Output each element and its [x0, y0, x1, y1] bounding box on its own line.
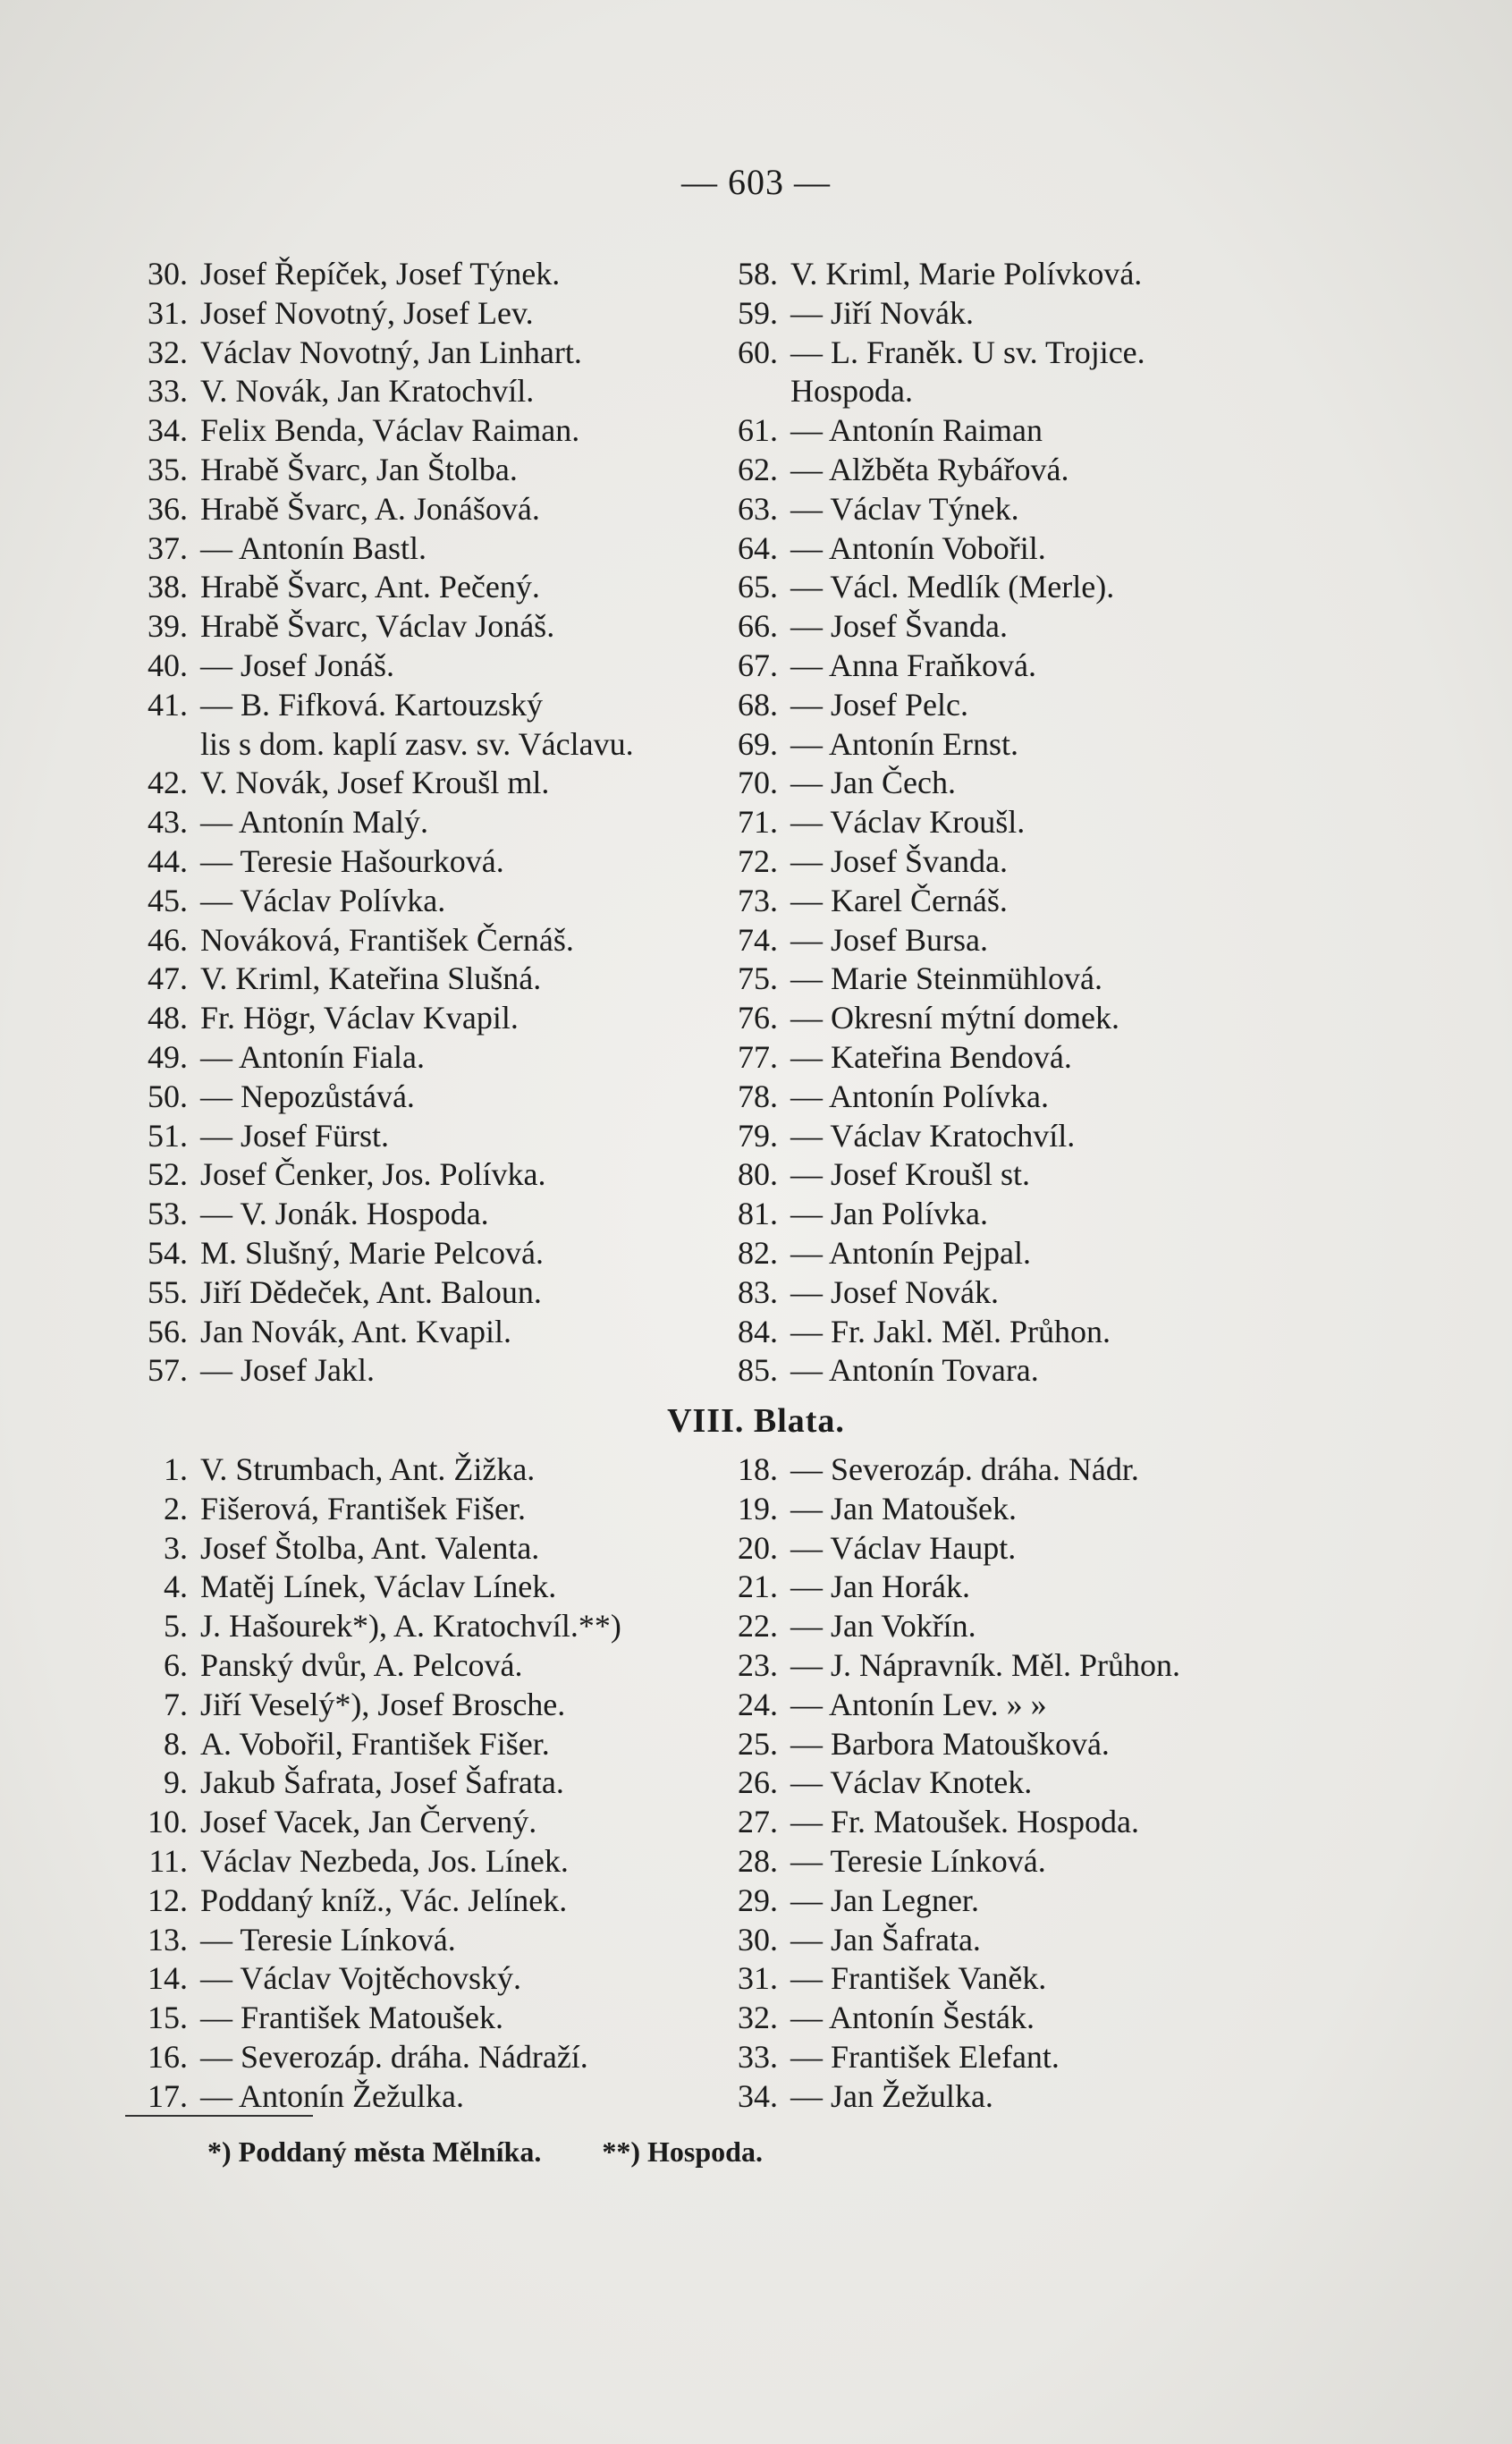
list-item: [125, 1450, 621, 1490]
list-item: [125, 1999, 621, 2038]
list-item-text: Hrabě Švarc, A. Jonášová.: [200, 490, 540, 527]
list-item-text: Josef Čenker, Jos. Polívka.: [200, 1156, 546, 1193]
list-item-text: Hospoda.: [790, 373, 913, 410]
list-item-text: — František Matoušek.: [200, 2000, 503, 2036]
list-item-text: — Václav Kratochvíl.: [790, 1117, 1076, 1154]
list-item-text: — Kateřina Bendová.: [790, 1038, 1072, 1075]
list-item-text: — František Elefant.: [790, 2038, 1060, 2075]
list-item-number: 39.: [148, 608, 188, 645]
list-item-number: 8.: [164, 1725, 188, 1762]
list-item-number: 45.: [148, 882, 188, 918]
list-item-number: 31.: [148, 294, 188, 331]
list-item: [125, 1842, 621, 1882]
list-item-number: 81.: [738, 1196, 778, 1232]
list-item-text: Jiří Dědeček, Ant. Baloun.: [200, 1273, 542, 1310]
list-item: [125, 1234, 634, 1273]
list-item: [125, 1921, 621, 1960]
list-item: [715, 1273, 1145, 1313]
list-item: [125, 255, 634, 294]
list-item-number: 52.: [148, 1156, 188, 1193]
list-item-text: — Antonín Malý.: [200, 804, 429, 841]
list-item-text: — Severozáp. dráha. Nádr.: [790, 1451, 1139, 1487]
list-item-number: 64.: [738, 529, 778, 566]
list-item-number: 53.: [148, 1196, 188, 1232]
list-item-number: 2.: [164, 1490, 188, 1526]
list-item: [715, 1686, 1180, 1725]
list-item-number: 15.: [148, 2000, 188, 2036]
list-item: [715, 882, 1145, 921]
list-item-text: — Josef Pelc.: [790, 686, 968, 723]
list-item-number: 25.: [738, 1725, 778, 1762]
list-item-text: — Jan Legner.: [790, 1882, 979, 1918]
list-item-text: — Severozáp. dráha. Nádraží.: [200, 2038, 588, 2075]
list-item: [715, 1351, 1145, 1391]
list-item-text: Fr. Högr, Václav Kvapil.: [200, 1000, 519, 1036]
list-item-text: — L. Franěk. U sv. Trojice.: [790, 334, 1145, 370]
list-item: [125, 411, 634, 451]
list-item-text: — Antonín Tovara.: [790, 1352, 1039, 1389]
list-item: [125, 334, 634, 373]
list-item-number: 35.: [148, 451, 188, 487]
list-item-number: 12.: [148, 1882, 188, 1918]
list-item-text: — Antonín Ernst.: [790, 725, 1019, 762]
list-item-text: — Nepozůstává.: [200, 1078, 415, 1114]
footnote-divider: [125, 2115, 313, 2117]
list-item: [715, 764, 1145, 803]
list-item: [715, 1450, 1180, 1490]
list-item-number: 37.: [148, 529, 188, 566]
list-item: [715, 1921, 1180, 1960]
list-item-number: 72.: [738, 842, 778, 879]
list-item-number: 30.: [148, 256, 188, 292]
list-item-text: — Josef Jonáš.: [200, 647, 394, 683]
list-item-text: V. Kriml, Kateřina Slušná.: [200, 960, 542, 997]
list-item: [125, 725, 634, 765]
list-item: [715, 607, 1145, 647]
list-item: [715, 294, 1145, 334]
list-item-number: 47.: [148, 960, 188, 997]
list-item: [125, 372, 634, 411]
list-item: [715, 1195, 1145, 1234]
list-item-number: 58.: [738, 256, 778, 292]
list-item-number: 74.: [738, 921, 778, 958]
list-item: [715, 334, 1145, 373]
list-item-number: 11.: [148, 1842, 188, 1879]
list-item: [715, 803, 1145, 842]
list-item: [715, 1646, 1180, 1686]
list-item-text: Václav Nezbeda, Jos. Línek.: [200, 1842, 569, 1879]
list-item-number: 13.: [148, 1921, 188, 1958]
list-item-text: Fišerová, František Fišer.: [200, 1490, 526, 1526]
list-item-text: — V. Jonák. Hospoda.: [200, 1196, 489, 1232]
list-item: [715, 1490, 1180, 1529]
list-item-text: lis s dom. kaplí zasv. sv. Václavu.: [200, 725, 634, 762]
list-item: [715, 1038, 1145, 1078]
list-item-text: Hrabě Švarc, Jan Štolba.: [200, 451, 518, 487]
list-item: [715, 372, 1145, 411]
list-item-number: 83.: [738, 1273, 778, 1310]
list-item-number: 17.: [148, 2077, 188, 2114]
list-item: [715, 1803, 1180, 1842]
list-item-number: 6.: [164, 1646, 188, 1683]
list-item-text: — Josef Fürst.: [200, 1117, 390, 1154]
list-item: [125, 960, 634, 999]
list-item-text: — Josef Švanda.: [790, 608, 1008, 645]
list-item-text: — Teresie Línková.: [790, 1842, 1046, 1879]
list-item-number: 38.: [148, 569, 188, 605]
list-item: [125, 2038, 621, 2077]
list-item: [125, 568, 634, 607]
list-item: [715, 529, 1145, 569]
list-item: [715, 1999, 1180, 2038]
list-item: [125, 490, 634, 529]
list-item: [715, 686, 1145, 725]
list-item: [715, 1529, 1180, 1569]
list-item-number: 70.: [738, 765, 778, 801]
list-item-number: 23.: [738, 1646, 778, 1683]
list-item-number: 32.: [148, 334, 188, 370]
list-item-number: 57.: [148, 1352, 188, 1389]
list-item: [125, 294, 634, 334]
list-item-number: 55.: [148, 1273, 188, 1310]
list-item-text: Josef Štolba, Ant. Valenta.: [200, 1529, 540, 1566]
list-item-text: — Josef Novák.: [790, 1273, 999, 1310]
list-item: [125, 1313, 634, 1352]
list-item-text: — Josef Kroušl st.: [790, 1156, 1030, 1193]
footnote-1: *) Poddaný města Mělníka.: [207, 2135, 542, 2168]
list-item: [125, 1529, 621, 1569]
list-item-text: Hrabě Švarc, Ant. Pečený.: [200, 569, 540, 605]
section1-left-column: [125, 255, 634, 1391]
list-item: [715, 1155, 1145, 1195]
list-item-text: — J. Nápravník. Měl. Průhon.: [790, 1646, 1180, 1683]
list-item-text: — Jiří Novák.: [790, 294, 974, 331]
list-item: [715, 1078, 1145, 1117]
list-item: [125, 882, 634, 921]
list-item: [715, 1234, 1145, 1273]
list-item: [125, 1490, 621, 1529]
list-item-number: 75.: [738, 960, 778, 997]
list-item: [715, 1763, 1180, 1803]
list-item-number: 4.: [164, 1569, 188, 1605]
list-item-number: 84.: [738, 1313, 778, 1349]
list-item-text: Jan Novák, Ant. Kvapil.: [200, 1313, 511, 1349]
list-item-text: — Antonín Vobořil.: [790, 529, 1046, 566]
list-item-text: — Václav Vojtěchovský.: [200, 1960, 521, 1997]
list-item-text: Nováková, František Černáš.: [200, 921, 574, 958]
list-item: [715, 411, 1145, 451]
list-item-text: — Václav Polívka.: [200, 882, 446, 918]
list-item-text: — Teresie Hašourková.: [200, 842, 504, 879]
list-item: [125, 2077, 621, 2117]
list-item-text: — Václav Knotek.: [790, 1764, 1033, 1801]
list-item-text: — Jan Horák.: [790, 1569, 970, 1605]
list-item: [125, 1117, 634, 1156]
list-item-text: A. Vobořil, František Fišer.: [200, 1725, 550, 1762]
list-item: [715, 568, 1145, 607]
list-item: [125, 1195, 634, 1234]
list-item: [125, 1038, 634, 1078]
list-item: [715, 999, 1145, 1038]
list-item-text: — Antonín Žežulka.: [200, 2077, 464, 2114]
list-item-number: 18.: [738, 1451, 778, 1487]
section-title: VIII. Blata.: [667, 1402, 845, 1440]
list-item-number: 33.: [148, 373, 188, 410]
list-item-number: 67.: [738, 647, 778, 683]
list-item: [715, 1882, 1180, 1921]
list-item-number: 54.: [148, 1234, 188, 1271]
list-item: [125, 1686, 621, 1725]
list-item: [715, 2038, 1180, 2077]
list-item-text: Felix Benda, Václav Raiman.: [200, 412, 580, 449]
list-item-number: 41.: [148, 686, 188, 723]
list-item: [125, 1351, 634, 1391]
list-item-text: — Antonín Pejpal.: [790, 1234, 1031, 1271]
list-item: [715, 1842, 1180, 1882]
section2-right-column: [715, 1450, 1180, 2117]
list-item-number: 62.: [738, 451, 778, 487]
list-item-number: 33.: [738, 2038, 778, 2075]
list-item-text: — Antonín Šesták.: [790, 2000, 1035, 2036]
list-item-text: — Jan Matoušek.: [790, 1490, 1017, 1526]
list-item-number: 71.: [738, 804, 778, 841]
list-item-text: V. Kriml, Marie Polívková.: [790, 256, 1143, 292]
list-item-text: — Josef Jakl.: [200, 1352, 375, 1389]
list-item-text: — B. Fifková. Kartouzský: [200, 686, 543, 723]
list-item: [125, 1959, 621, 1999]
list-item-number: 34.: [148, 412, 188, 449]
list-item-number: 36.: [148, 490, 188, 527]
list-item-text: V. Novák, Josef Kroušl ml.: [200, 765, 550, 801]
page-number: — 603 —: [681, 162, 831, 202]
list-item-number: 5.: [164, 1608, 188, 1645]
list-item: [715, 255, 1145, 294]
list-item-number: 63.: [738, 490, 778, 527]
list-item: [715, 960, 1145, 999]
list-item-text: J. Hašourek*), A. Kratochvíl.**): [200, 1608, 621, 1645]
list-item: [125, 1078, 634, 1117]
list-item: [125, 1273, 634, 1313]
list-item-number: 40.: [148, 647, 188, 683]
list-item-number: 20.: [738, 1529, 778, 1566]
list-item-number: 21.: [738, 1569, 778, 1605]
list-item: [715, 2077, 1180, 2117]
list-item-number: 79.: [738, 1117, 778, 1154]
list-item: [715, 1959, 1180, 1999]
list-item: [715, 725, 1145, 765]
list-item-text: Matěj Línek, Václav Línek.: [200, 1569, 557, 1605]
list-item-text: — Karel Černáš.: [790, 882, 1008, 918]
list-item-text: — Alžběta Rybářová.: [790, 451, 1069, 487]
list-item-text: — Jan Polívka.: [790, 1196, 988, 1232]
list-item: [715, 1117, 1145, 1156]
list-item-text: — Jan Čech.: [790, 765, 956, 801]
list-item-number: 78.: [738, 1078, 778, 1114]
list-item-number: 1.: [164, 1451, 188, 1487]
list-item-text: — Barbora Matoušková.: [790, 1725, 1110, 1762]
list-item: [125, 842, 634, 882]
list-item-text: — Anna Fraňková.: [790, 647, 1036, 683]
list-item-number: 73.: [738, 882, 778, 918]
list-item-number: 82.: [738, 1234, 778, 1271]
list-item: [715, 1313, 1145, 1352]
list-item: [125, 1725, 621, 1764]
list-item-number: 3.: [164, 1529, 188, 1566]
list-item-text: — Jan Žežulka.: [790, 2077, 993, 2114]
list-item-text: — Antonín Bastl.: [200, 529, 427, 566]
list-item: [715, 490, 1145, 529]
list-item: [125, 686, 634, 725]
list-item-number: 10.: [148, 1804, 188, 1840]
list-item-text: — Václ. Medlík (Merle).: [790, 569, 1115, 605]
list-item-number: 14.: [148, 1960, 188, 1997]
list-item-number: 34.: [738, 2077, 778, 2114]
list-item-text: — Fr. Matoušek. Hospoda.: [790, 1804, 1139, 1840]
list-item-number: 80.: [738, 1156, 778, 1193]
list-item-number: [715, 372, 778, 411]
list-item-number: 66.: [738, 608, 778, 645]
list-item-number: 65.: [738, 569, 778, 605]
list-item-text: Panský dvůr, A. Pelcová.: [200, 1646, 523, 1683]
list-item: [125, 999, 634, 1038]
list-item-number: 28.: [738, 1842, 778, 1879]
list-item-text: — Antonín Lev. » »: [790, 1686, 1047, 1722]
list-item: [125, 764, 634, 803]
list-item: [125, 529, 634, 569]
list-item-number: 56.: [148, 1313, 188, 1349]
list-item-text: Hrabě Švarc, Václav Jonáš.: [200, 608, 555, 645]
list-item-number: 7.: [164, 1686, 188, 1722]
list-item-number: 42.: [148, 765, 188, 801]
list-item-number: 68.: [738, 686, 778, 723]
list-item: [715, 1725, 1180, 1764]
list-item-number: 30.: [738, 1921, 778, 1958]
list-item: [715, 1568, 1180, 1607]
list-item-text: — Antonín Fiala.: [200, 1038, 425, 1075]
section1-right-column: [715, 255, 1145, 1391]
list-item-text: V. Novák, Jan Kratochvíl.: [200, 373, 535, 410]
list-item-number: 44.: [148, 842, 188, 879]
list-item: [125, 803, 634, 842]
list-item: [125, 607, 634, 647]
list-item-number: 19.: [738, 1490, 778, 1526]
list-item-number: 59.: [738, 294, 778, 331]
list-item-number: 61.: [738, 412, 778, 449]
list-item-number: 29.: [738, 1882, 778, 1918]
list-item-text: Josef Vacek, Jan Červený.: [200, 1804, 537, 1840]
list-item-number: 24.: [738, 1686, 778, 1722]
list-item-text: — Jan Šafrata.: [790, 1921, 981, 1958]
list-item: [715, 842, 1145, 882]
list-item-text: — Josef Bursa.: [790, 921, 988, 958]
list-item-text: — Jan Vokřín.: [790, 1608, 976, 1645]
list-item-number: 51.: [148, 1117, 188, 1154]
section2-left-column: [125, 1450, 621, 2117]
list-item-number: 69.: [738, 725, 778, 762]
list-item-text: V. Strumbach, Ant. Žižka.: [200, 1451, 536, 1487]
list-item: [125, 1646, 621, 1686]
list-item-number: 49.: [148, 1038, 188, 1075]
list-item-text: Jakub Šafrata, Josef Šafrata.: [200, 1764, 564, 1801]
list-item-text: — Fr. Jakl. Měl. Průhon.: [790, 1313, 1111, 1349]
list-item-text: — Josef Švanda.: [790, 842, 1008, 879]
list-item: [125, 1607, 621, 1646]
list-item-number: [125, 725, 188, 765]
list-item: [715, 647, 1145, 686]
list-item-text: Josef Řepíček, Josef Týnek.: [200, 256, 561, 292]
list-item-number: 48.: [148, 1000, 188, 1036]
list-item-text: Josef Novotný, Josef Lev.: [200, 294, 534, 331]
list-item: [125, 921, 634, 960]
list-item-text: M. Slušný, Marie Pelcová.: [200, 1234, 544, 1271]
list-item-text: Poddaný kníž., Vác. Jelínek.: [200, 1882, 568, 1918]
list-item-text: — Václav Týnek.: [790, 490, 1019, 527]
list-item: [125, 1155, 634, 1195]
list-item-number: 76.: [738, 1000, 778, 1036]
list-item-number: 27.: [738, 1804, 778, 1840]
footnote-2: **) Hospoda.: [602, 2135, 763, 2168]
list-item: [125, 1763, 621, 1803]
list-item-number: 60.: [738, 334, 778, 370]
list-item-text: — Václav Kroušl.: [790, 804, 1026, 841]
list-item-text: — Marie Steinmühlová.: [790, 960, 1102, 997]
list-item-text: — Václav Haupt.: [790, 1529, 1017, 1566]
list-item-number: 22.: [738, 1608, 778, 1645]
list-item: [125, 647, 634, 686]
list-item-text: — Antonín Raiman: [790, 412, 1043, 449]
footnotes: [207, 2135, 816, 2169]
list-item-number: 43.: [148, 804, 188, 841]
list-item-number: 26.: [738, 1764, 778, 1801]
list-item-text: Jiří Veselý*), Josef Brosche.: [200, 1686, 566, 1722]
list-item-number: 50.: [148, 1078, 188, 1114]
list-item: [125, 1803, 621, 1842]
list-item-text: — Teresie Línková.: [200, 1921, 456, 1958]
list-item-text: — František Vaněk.: [790, 1960, 1047, 1997]
list-item-text: — Okresní mýtní domek.: [790, 1000, 1119, 1036]
list-item-number: 46.: [148, 921, 188, 958]
list-item: [715, 451, 1145, 490]
list-item: [125, 1882, 621, 1921]
list-item-number: 85.: [738, 1352, 778, 1389]
list-item: [125, 1568, 621, 1607]
list-item-text: Václav Novotný, Jan Linhart.: [200, 334, 582, 370]
list-item-number: 16.: [148, 2038, 188, 2075]
list-item-number: 31.: [738, 1960, 778, 1997]
list-item: [715, 1607, 1180, 1646]
list-item: [125, 451, 634, 490]
list-item-number: 32.: [738, 2000, 778, 2036]
list-item-number: 9.: [164, 1764, 188, 1801]
list-item-text: — Antonín Polívka.: [790, 1078, 1050, 1114]
list-item: [715, 921, 1145, 960]
list-item-number: 77.: [738, 1038, 778, 1075]
